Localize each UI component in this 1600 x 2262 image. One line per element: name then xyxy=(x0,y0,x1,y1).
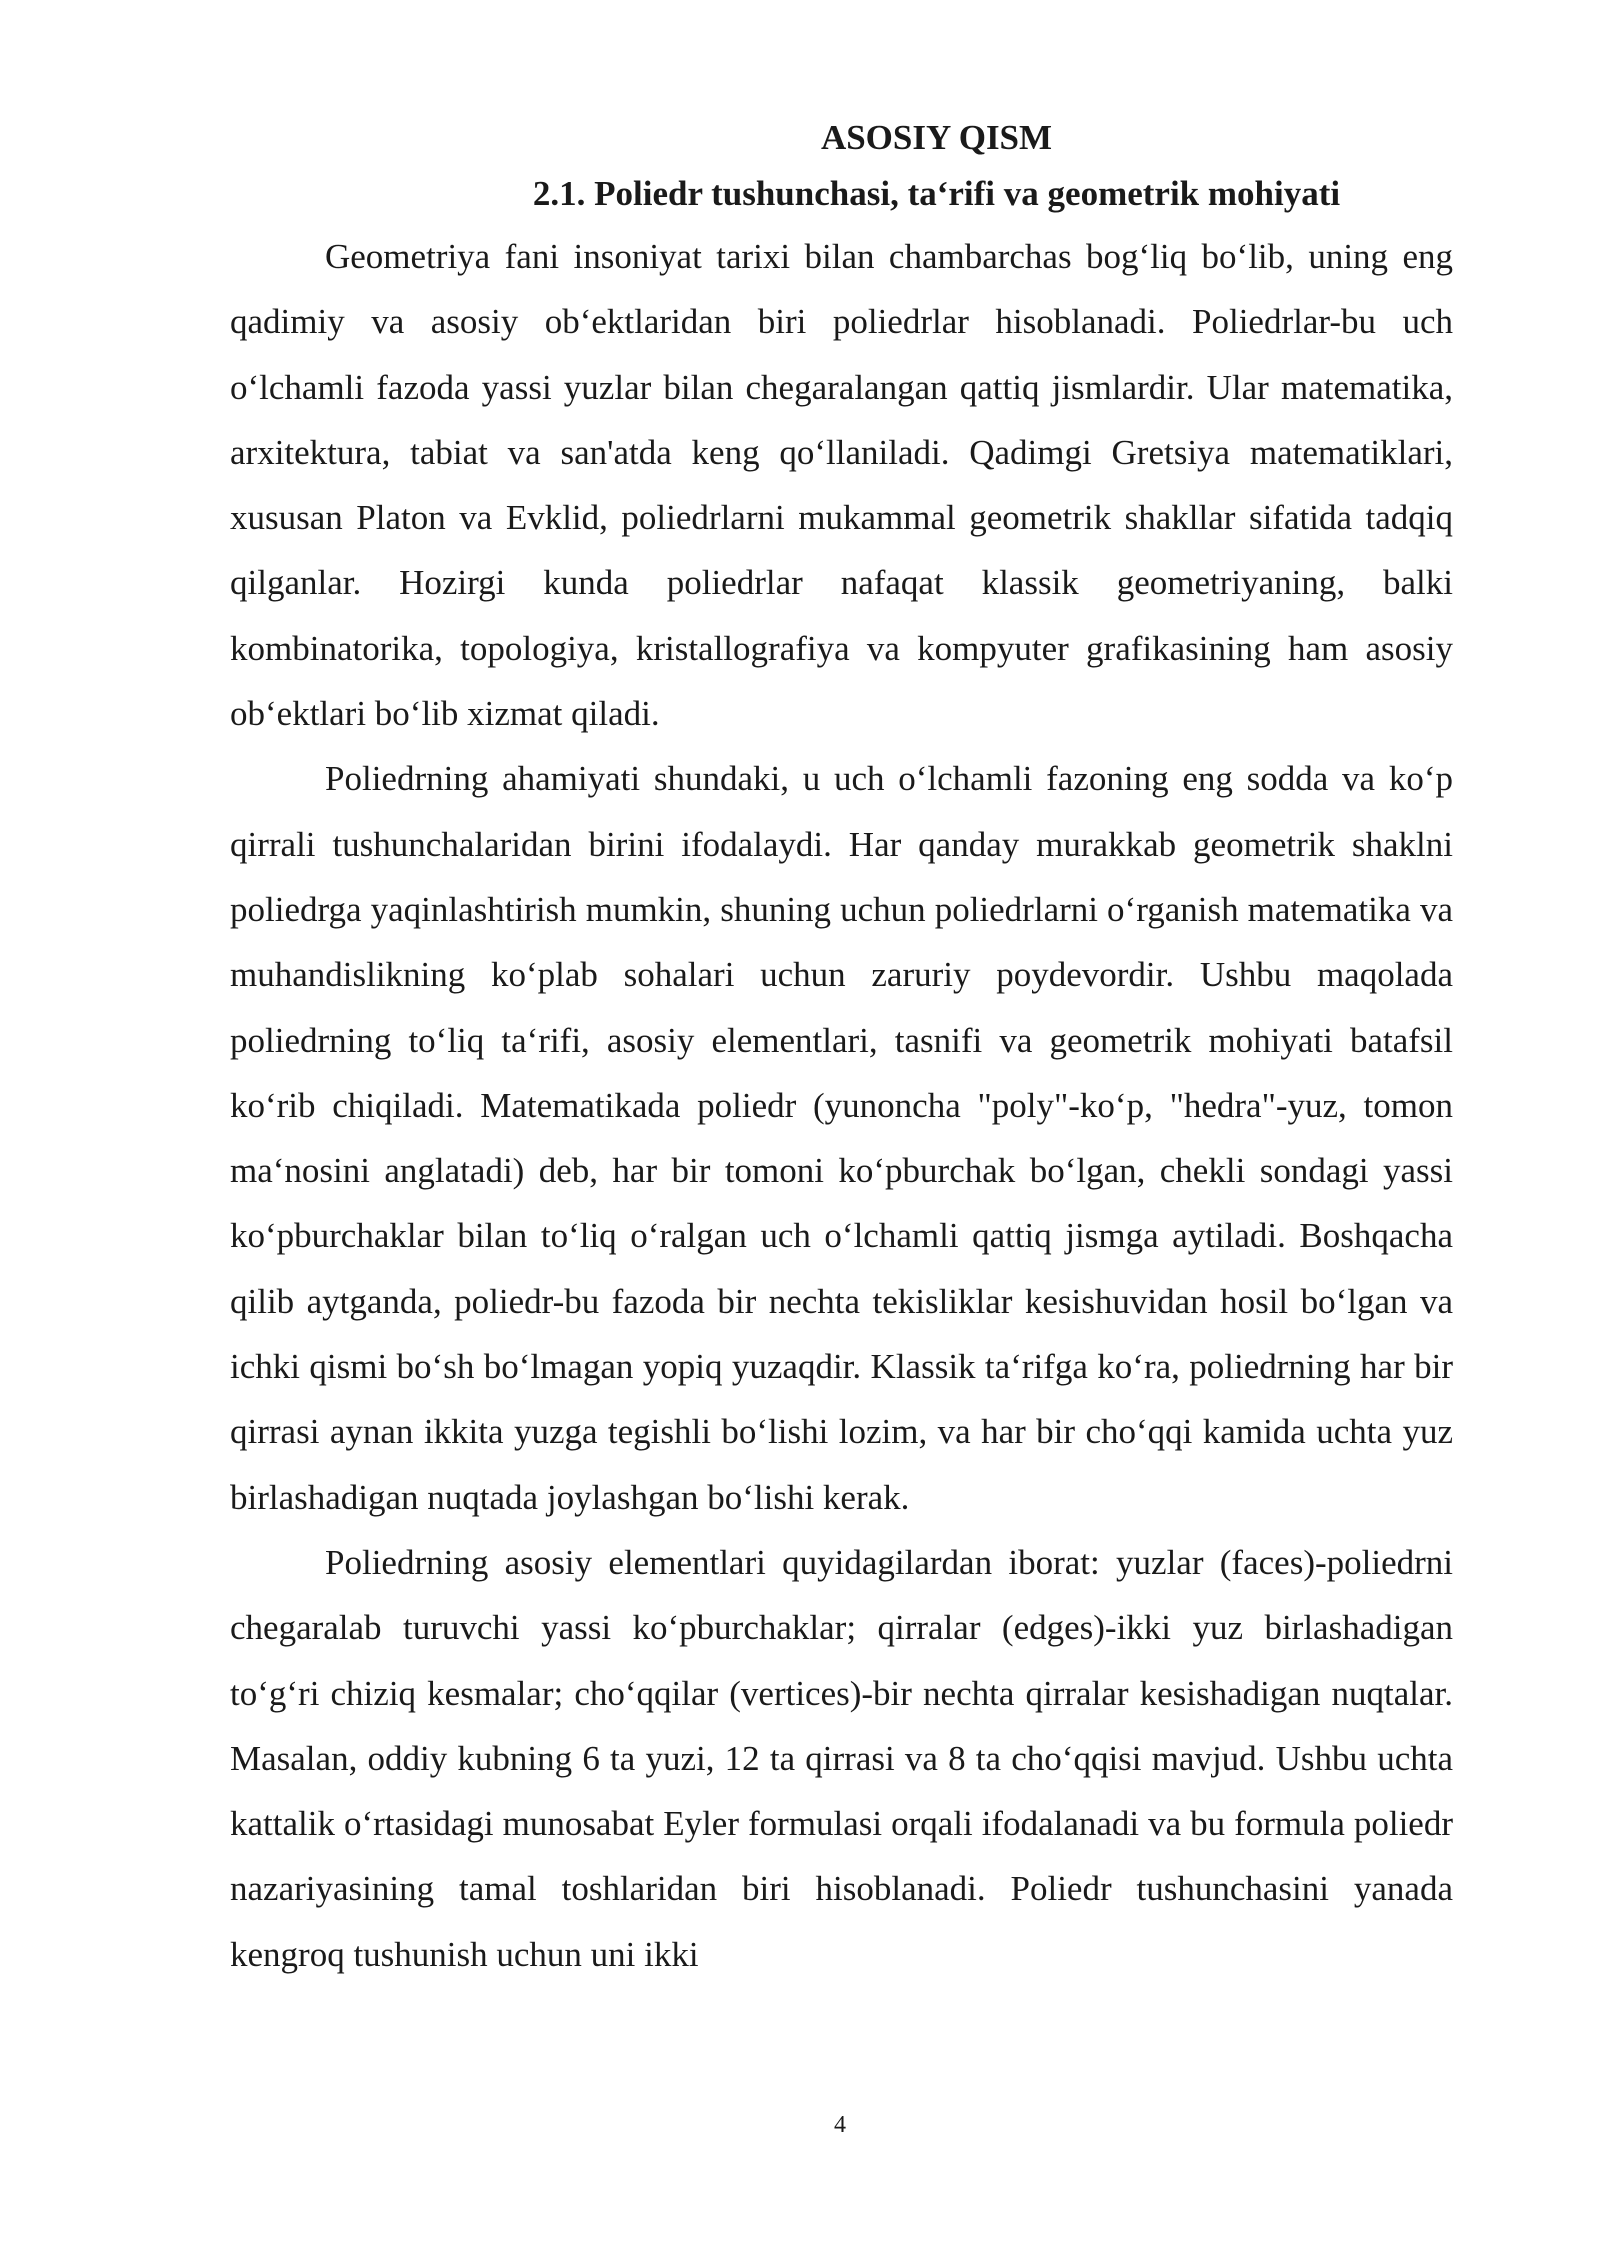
page-content xyxy=(230,112,1453,1987)
page-number: 4 xyxy=(834,2112,846,2138)
subsection-title: 2.1. Poliedr tushunchasi, ta‘rifi va geometrik mohiyati xyxy=(532,174,1341,213)
section-title: ASOSIY QISM xyxy=(820,118,1053,157)
paragraph-intro: Geometriya fani insoniyat tarixi bilan chambarchas bog‘liq bo‘lib, uning eng qadimiy va asosiy ob‘ektlaridan biri poliedrlar hisoblanadi. Poliedrlar-bu uch o‘lchamli fazoda yassi yuzlar bilan chegaralangan qattiq jismlardir. Ular matematika, arxitektura, tabiat va san'atda keng qo‘llaniladi. Qadimgi Gretsiya matematiklari, xususan Platon va Evklid, poliedrlarni mukammal geometrik shakllar sifatida tadqiq qilganlar. Hozirgi kunda poliedrlar nafaqat klassik geometriyaning, balki kombinatorika, topologiya, kristallografiya va kompyuter grafikasining ham asosiy ob‘ektlari bo‘lib xizmat qiladi. xyxy=(230,237,1453,734)
paragraph-elements: Poliedrning asosiy elementlari quyidagilardan iborat: yuzlar (faces)-poliedrni chegaralab turuvchi yassi ko‘pburchaklar; qirralar (edges)-ikki yuz birlashadigan to‘g‘ri chiziq kesmalar; cho‘qqilar (vertices)-bir nechta qirralar kesishadigan nuqtalar. Masalan, oddiy kubning 6 ta yuzi, 12 ta qirrasi va 8 ta cho‘qqisi mavjud. Ushbu uchta kattalik o‘rtasidagi munosabat Eyler formulasi orqali ifodalanadi va bu formula poliedr nazariyasining tamal toshlaridan biri hisoblanadi. Poliedr tushunchasini yanada kengroq tushunish uchun uni ikki xyxy=(230,1542,1453,1974)
paragraph-definition: Poliedrning ahamiyati shundaki, u uch o‘lchamli fazoning eng sodda va ko‘p qirrali tushunchalaridan birini ifodalaydi. Har qanday murakkab geometrik shaklni poliedrga yaqinlashtirish mumkin, shuning uchun poliedrlarni o‘rganish matematika va muhandislikning ko‘plab sohalari uchun zaruriy poydevordir. Ushbu maqolada poliedrning to‘liq ta‘rifi, asosiy elementlari, tasnifi va geometrik mohiyati batafsil ko‘rib chiqiladi. Matematikada poliedr (yunoncha "poly"-ko‘p, "hedra"-yuz, tomon ma‘nosini anglatadi) deb, har bir tomoni ko‘pburchak bo‘lgan, chekli sondagi yassi ko‘pburchaklar bilan to‘liq o‘ralgan uch o‘lchamli qattiq jismga aytiladi. Boshqacha qilib aytganda, poliedr-bu fazoda bir nechta tekisliklar kesishuvidan hosil bo‘lgan va ichki qismi bo‘sh bo‘lmagan yopiq yuzaqdir. Klassik ta‘rifga ko‘ra, poliedrning har bir qirrasi aynan ikkita yuzga tegishli bo‘lishi lozim, va har bir cho‘qqi kamida uchta yuz birlashadigan nuqtada joylashgan bo‘lishi kerak. xyxy=(230,759,1453,1517)
